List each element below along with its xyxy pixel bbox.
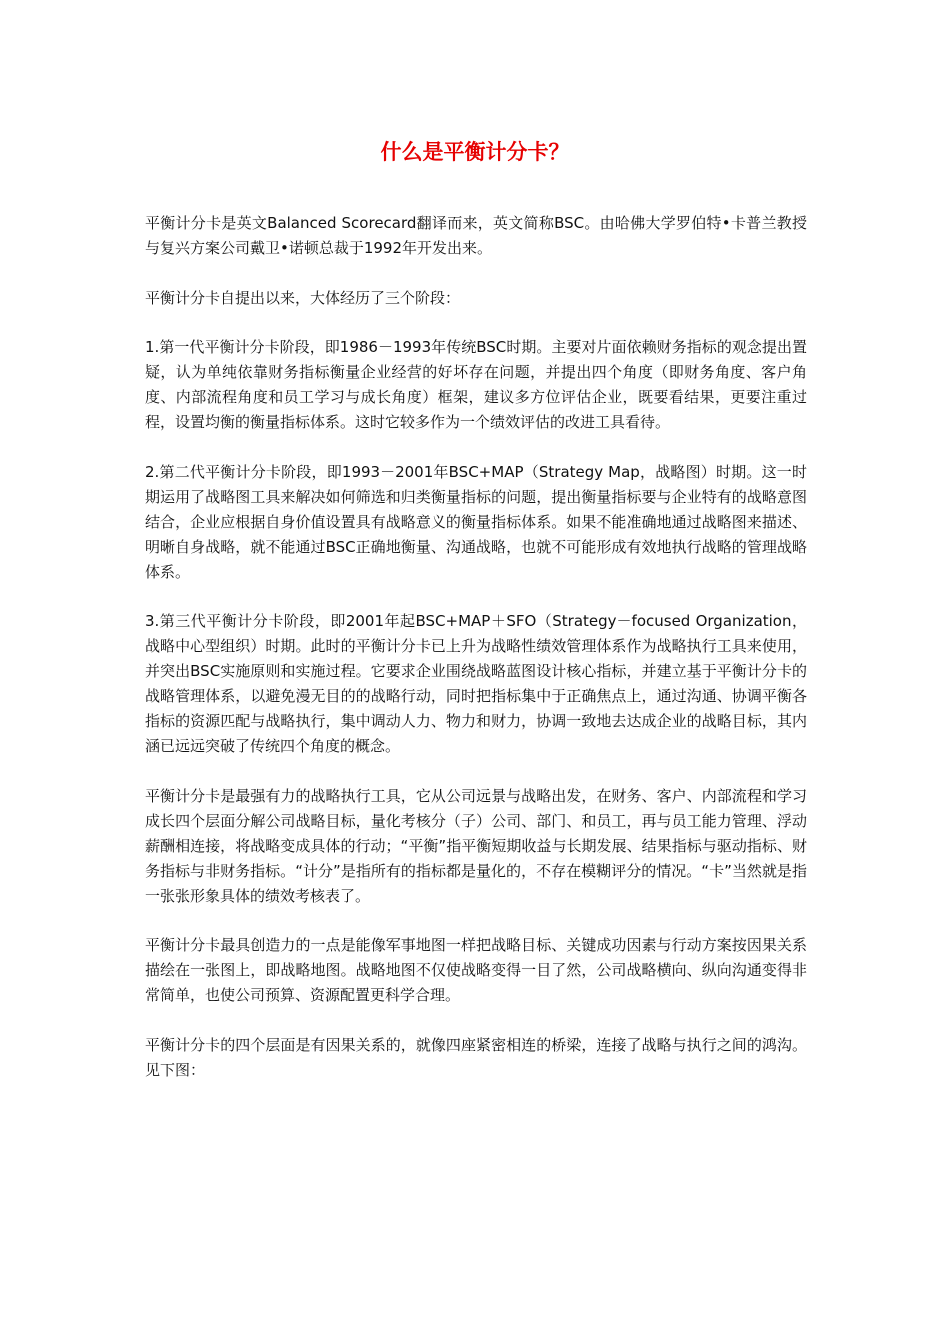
paragraph-strategy-map: 平衡计分卡最具创造力的一点是能像军事地图一样把战略目标、关键成功因素与行动方案按因果关系描绘在一张图上，即战略地图。战略地图不仅使战略变得一目了然，公司战略横向、纵向沟通变得非常简单，也使公司预算、资源配置更科学合理。: [145, 936, 807, 1004]
paragraph-four-perspectives: 平衡计分卡的四个层面是有因果关系的，就像四座紧密相连的桥梁，连接了战略与执行之间的鸿沟。见下图：: [145, 1035, 807, 1079]
paragraph-stage-3: 3.第三代平衡计分卡阶段，即2001年起BSC+MAP＋SFO（Strategy－focused Organization，战略中心型组织）时期。此时的平衡计分卡已上升为战略性绩效管理体系作为战略执行工具来使用，并突出BSC实施原则和实施过程。它要求企业围绕战略蓝图设计核心指标，并建立基于平衡计分卡的战略管理体系，以避免漫无目的的战略行动，同时把指标集中于正确焦点上，通过沟通、协调平衡各指标的资源匹配与战略执行，集中调动人力、物力和财力，协调一致地去达成企业的战略目标，其内涵已远远突破了传统四个角度的概念。: [145, 612, 807, 755]
document-title: 什么是平衡计分卡？: [380, 140, 570, 164]
paragraph-stage-1: 1.第一代平衡计分卡阶段，即1986－1993年传统BSC时期。主要对片面依赖财务指标的观念提出置疑，认为单纯依靠财务指标衡量企业经营的好坏存在问题，并提出四个角度（即财务角度、客户角度、内部流程角度和员工学习与成长角度）框架，建议多方位评估企业，既要看结果，更要注重过程，设置均衡的衡量指标体系。这时它较多作为一个绩效评估的改进工具看待。: [145, 338, 807, 431]
paragraph-stage-2: 2.第二代平衡计分卡阶段，即1993－2001年BSC+MAP（Strategy Map，战略图）时期。这一时期运用了战略图工具来解决如何筛选和归类衡量指标的问题，提出衡量指标要与企业特有的战略意图结合，企业应根据自身价值设置具有战略意义的衡量指标体系。如果不能准确地通过战略图来描述、明晰自身战略，就不能通过BSC正确地衡量、沟通战略，也就不可能形成有效地执行战略的管理战略体系。: [145, 462, 807, 581]
document-body: [145, 211, 807, 1107]
paragraph-stages-lead: 平衡计分卡自提出以来，大体经历了三个阶段：: [145, 288, 461, 307]
paragraph-strategy-tool: 平衡计分卡是最强有力的战略执行工具，它从公司远景与战略出发，在财务、客户、内部流程和学习成长四个层面分解公司战略目标，量化考核分（子）公司、部门、和员工，再与员工能力管理、浮动薪酬相连接，将战略变成具体的行动；“平衡”指平衡短期收益与长期发展、结果指标与驱动指标、财务指标与非财务指标。“计分”是指所有的指标都是量化的，不存在模糊评分的情况。“卡”当然就是指一张张形象具体的绩效考核表了。: [145, 786, 807, 905]
paragraph-intro: 平衡计分卡是英文Balanced Scorecard翻译而来，英文简称BSC。由哈佛大学罗伯特•卡普兰教授与复兴方案公司戴卫•诺顿总裁于1992年开发出来。: [145, 214, 807, 257]
